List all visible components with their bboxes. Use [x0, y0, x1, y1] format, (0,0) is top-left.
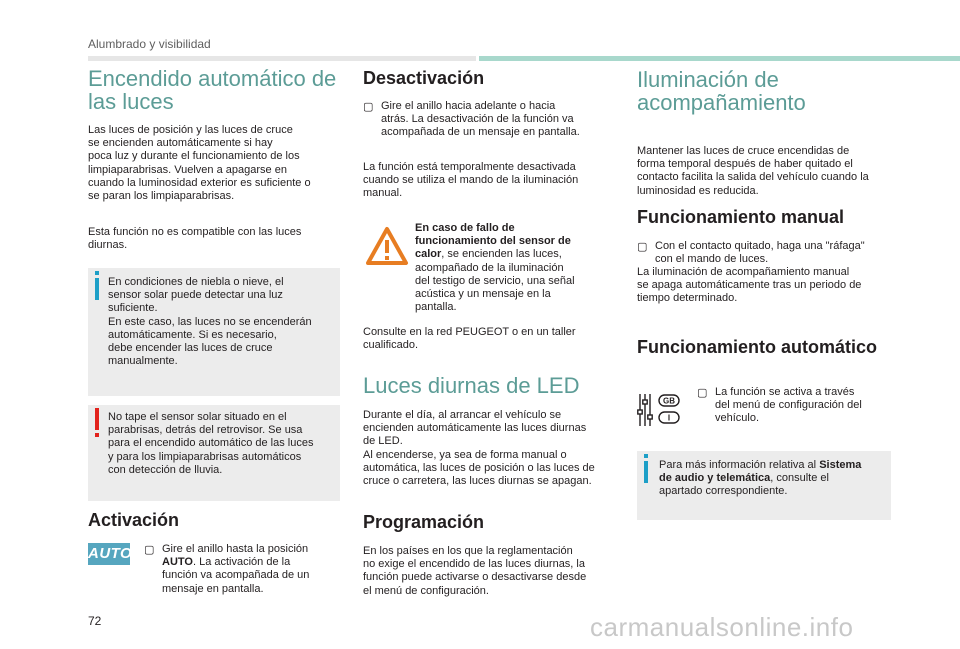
- warning-exclamation-dot: [95, 433, 99, 437]
- bullet-icon: ▢: [637, 241, 648, 253]
- bullet-icon: ▢: [144, 544, 155, 556]
- section-header: Alumbrado y visibilidad: [88, 37, 211, 51]
- info-icon: [95, 278, 99, 300]
- col1-paragraph-2: Esta función no es compatible con las luces diurnas.: [88, 226, 302, 252]
- led-heading: Luces diurnas de LED: [363, 373, 580, 398]
- automatico-heading: Funcionamiento automático: [637, 337, 878, 357]
- automatico-bullet: La función se activa a través del menú de configuración del vehículo.: [715, 386, 862, 425]
- desactivacion-paragraph: La función está temporalmente desactivada cuando se utiliza el mando de la iluminación manual.: [363, 161, 579, 200]
- col1-paragraph-1: Las luces de posición y las luces de cruce se encienden automáticamente si hay poca luz y durante el funcionamiento de los limpiaparabrisas. Vuelven a apagarse en cuando la luminosidad exterior es suficiente o se paran los limpiaparabrisas.: [88, 124, 311, 203]
- warning-exclamation-icon: [95, 408, 99, 430]
- desactivacion-heading: Desactivación: [363, 68, 485, 88]
- acompanamiento-paragraph: Mantener las luces de cruce encendidas de forma temporal después de haber quitado el contacto facilita la salida del vehículo cuando la luminosidad es reducida.: [637, 145, 869, 197]
- warning-note-sensor: No tape el sensor solar situado en el parabrisas, detrás del retrovisor. Se usa para el encendido automático de las luces y para los limpiaparabrisas automáticos con detección de lluvia.: [88, 405, 340, 501]
- col3-title: Iluminación de acompañamiento: [637, 67, 806, 115]
- info-note-fog: En condiciones de niebla o nieve, el sensor solar puede detectar una luz suficiente. En este caso, las luces no se encenderán automáticamente. Si es necesario, debe encender las luces de cruce manualmente.: [88, 268, 340, 396]
- col1-title: Encendido automático de las luces: [88, 66, 337, 114]
- info-icon-dot: [95, 271, 99, 275]
- header-rule-right: [479, 56, 960, 61]
- activacion-heading: Activación: [88, 510, 180, 530]
- manual-bullet: Con el contacto quitado, haga una "ráfaga" con el mando de luces.: [655, 240, 865, 266]
- watermark: carmanualsonline.info: [590, 612, 854, 642]
- auto-badge-icon: AUTO: [88, 543, 130, 565]
- bullet-icon: ▢: [363, 101, 374, 113]
- gb-label: GB: [663, 396, 675, 406]
- info-note-audio: Para más información relativa al Sistema de audio y telemática, consulte el apartado correspondiente.: [637, 451, 891, 520]
- warning-triangle-icon: [364, 225, 410, 267]
- manual-paragraph: La iluminación de acompañamiento manual se apaga automáticamente tras un periodo de tiempo determinado.: [637, 266, 862, 305]
- peugeot-network-paragraph: Consulte en la red PEUGEOT o en un taller cualificado.: [363, 326, 576, 352]
- bullet-icon: ▢: [697, 387, 708, 399]
- i-label: I: [667, 413, 671, 423]
- programacion-paragraph: En los países en los que la reglamentación no exige el encendido de las luces diurnas, la función puede activarse o desactivarse desde el menú de configuración.: [363, 545, 587, 597]
- info-icon: [644, 461, 648, 483]
- programacion-heading: Programación: [363, 512, 485, 532]
- activacion-text: Gire el anillo hasta la posición AUTO. La activación de la función va acompañada de un mensaje en pantalla.: [162, 543, 310, 595]
- page-number: 72: [88, 614, 102, 628]
- manual-heading: Funcionamiento manual: [637, 207, 845, 227]
- header-rule-left: [88, 56, 476, 61]
- settings-menu-icon: [637, 390, 683, 430]
- led-paragraph: Durante el día, al arrancar el vehículo se encienden automáticamente las luces diurnas de LED. Al encenderse, ya sea de forma manual o automática, las luces de posición o las luces de cruce o carretera, las luces diurnas se apagan.: [363, 409, 595, 488]
- sensor-fault-note: En caso de fallo de funcionamiento del sensor de calor, se encienden las luces, acompañado de la iluminación del testigo de servicio, una señal acústica y un mensaje en la pantalla.: [415, 222, 575, 314]
- desactivacion-bullet: Gire el anillo hacia adelante o hacia atrás. La desactivación de la función va acompañada de un mensaje en pantalla.: [381, 100, 580, 139]
- info-icon-dot: [644, 454, 648, 458]
